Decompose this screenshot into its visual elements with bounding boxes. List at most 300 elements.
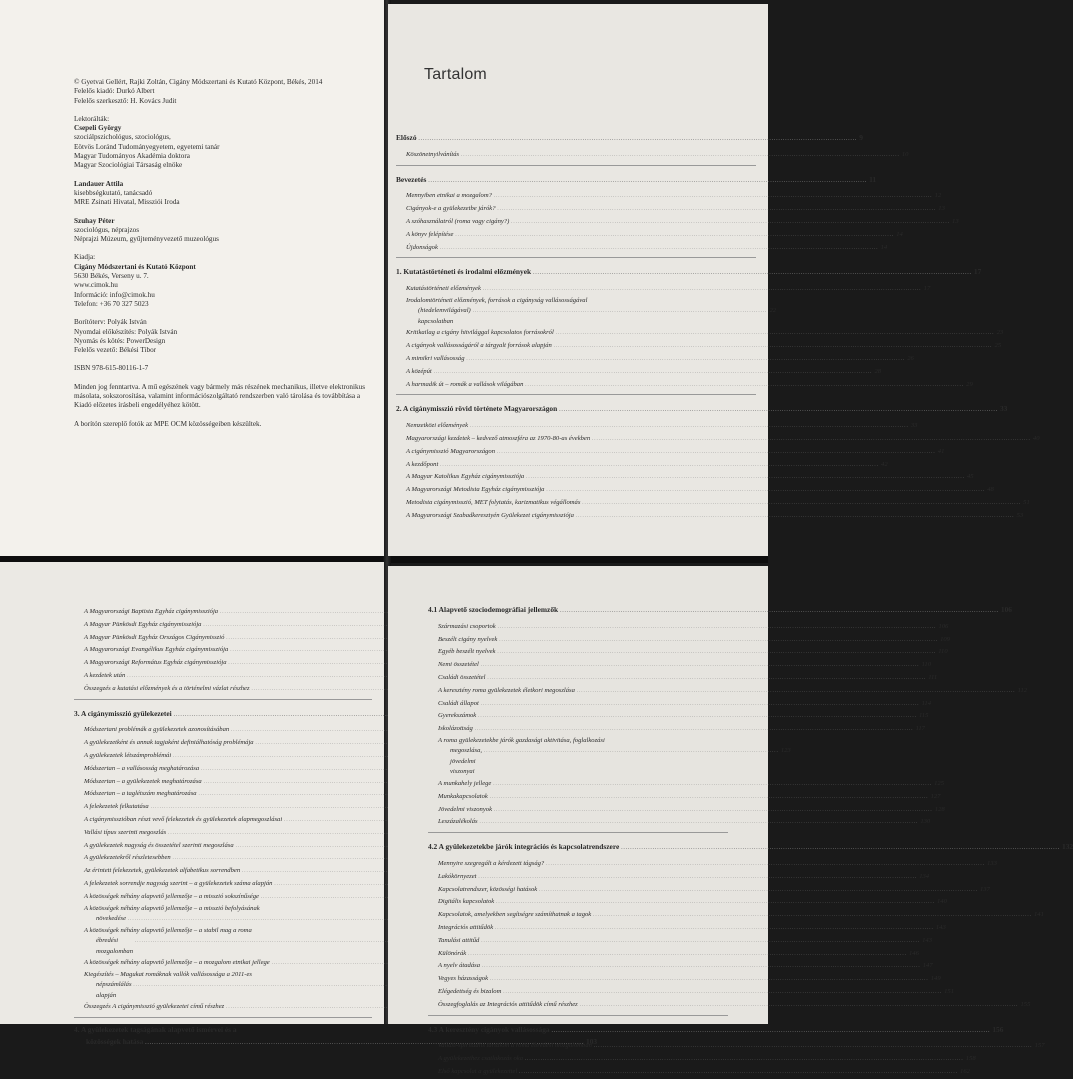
toc-entry-title: A szóhasználatról (roma vagy cigány?)	[406, 217, 510, 225]
toc-chapter-title: 4.3 A keresztény cigányok vallásossága	[428, 1024, 550, 1034]
toc-entry-title: A Magyarországi Metodista Egyház cigánymissziója	[406, 486, 545, 494]
toc-entry	[396, 353, 914, 366]
toc-page-number: 41	[937, 447, 945, 455]
toc-entry-title: A Magyar Pünkösdi Egyház cigánymissziója	[84, 620, 202, 628]
copyright-page	[0, 0, 384, 556]
toc-entry	[74, 670, 372, 683]
toc-leader	[428, 174, 867, 188]
toc-leader	[497, 446, 936, 459]
toc-page-number: 127	[930, 792, 941, 800]
publisher-name: Cigány Módszertani és Kutató Központ	[74, 262, 196, 271]
toc-leader	[467, 353, 906, 366]
production-line: Nyomdai előkészítés: Polyák István	[74, 327, 178, 336]
production-block	[74, 318, 374, 355]
toc-entry-title: Lakókörnyezet	[438, 872, 477, 880]
toc-entry	[396, 471, 974, 484]
toc-entry	[396, 327, 1004, 340]
toc-leader	[539, 884, 978, 897]
toc-entry	[74, 827, 372, 840]
toc-leader	[497, 646, 936, 659]
toc-entry-title: A gyülekezethez csatlakozás oka	[438, 1055, 524, 1063]
credit-line: © Gyetvai Gellért, Rajki Zoltán, Cigány Módszertani és Kutató Központ, Békés, 2014	[74, 78, 323, 86]
toc-page-number: 128	[934, 805, 945, 813]
toc-entry-continuation	[438, 746, 791, 778]
toc-divider	[74, 699, 372, 700]
toc-entry-continuation	[406, 306, 777, 327]
toc-page-number: 13	[938, 205, 945, 213]
toc-entry	[396, 379, 973, 392]
toc-entry-title: A cigányok vallásosságáról a tárgyalt források alapján	[406, 342, 552, 350]
reviewer-name: Csepeli György	[74, 124, 122, 133]
credits-block	[74, 78, 374, 106]
toc-entry-title: A Magyar Katolikus Egyház cigánymissziója	[406, 473, 525, 481]
toc-page-number: 143	[935, 923, 946, 931]
toc-entry	[428, 634, 950, 647]
toc-entry	[74, 657, 372, 670]
toc-entry-title: A felekezetek felkutatása	[84, 803, 149, 811]
toc-leader	[503, 986, 942, 999]
toc-page-number: 162	[960, 1067, 970, 1075]
toc-page-number: 106	[938, 622, 949, 630]
publisher-block	[74, 253, 374, 309]
toc-divider	[396, 165, 756, 166]
toc-page-number: 141	[1033, 911, 1044, 919]
toc-entry-title: Vegyes házasságok	[438, 975, 488, 983]
toc-entry-title-cont: megoszlása, jövedelmi viszonyai	[450, 747, 483, 776]
toc-page-number: 157	[1034, 1042, 1045, 1050]
toc-entry-title: A roma gyülekezetekbe járók gazdasági aktivitása, foglalkozási	[438, 736, 605, 744]
reviewer-block	[74, 217, 374, 245]
toc-leader	[594, 1040, 1033, 1053]
toc-leader	[490, 973, 929, 986]
toc-leader	[493, 778, 932, 791]
toc-entry	[74, 957, 372, 970]
reviewer-block	[74, 124, 374, 170]
toc-leader	[533, 266, 972, 280]
toc-entry-title-cont: (hiedelemvilágával) kapcsolatban	[418, 307, 471, 325]
toc-entry-title: A nyelv átadása	[438, 962, 480, 970]
publisher-detail: Telefon: +36 70 327 5023	[74, 299, 149, 308]
toc-entry	[428, 621, 949, 634]
toc-page-1	[388, 4, 1040, 556]
toc-chapter-title: 2. A cigánymisszió rövid története Magyarországon	[396, 404, 558, 414]
toc-page-number: 9	[859, 133, 863, 142]
toc-page-number: 22	[769, 307, 777, 315]
toc-entry	[428, 960, 933, 973]
toc-entry-title: Magyarországi kezdetek – kedvező atmoszféra az 1970-80-as években	[406, 435, 591, 443]
toc-entry-title: A könyv felépítése	[406, 230, 454, 238]
toc-leader	[556, 327, 995, 340]
toc-page-number: 109	[940, 635, 950, 643]
toc-chapter-heading	[74, 708, 372, 722]
toc-leader	[495, 922, 934, 935]
toc-entry	[428, 973, 941, 986]
toc-entry-title: Összegzés a kutatási előzmények és a történelmi vázlat részhez	[84, 684, 250, 692]
toc-entry-title: Köszönetnyilvánítás	[406, 150, 460, 158]
toc-entry-title: Különórák	[438, 949, 467, 957]
toc-page-number: 25	[994, 342, 1002, 350]
toc-entry-title: A közösségek néhány alapvető jellemzője – a misszió befolyásának	[84, 904, 260, 912]
toc-chapter-heading	[428, 604, 1012, 618]
toc-entry-title: Mennyiben etnikai a mozgalom?	[406, 192, 492, 200]
toc-entry	[74, 852, 372, 865]
reviewers-label-block	[74, 115, 374, 124]
toc-leader	[525, 1053, 964, 1066]
toc-entry	[396, 366, 882, 379]
photo-credit: A borítón szereplő fotók az MPE OCM közösségeiben készültek.	[74, 419, 262, 428]
copyright-block	[74, 78, 374, 438]
toc-leader	[484, 746, 779, 758]
toc-entry	[428, 685, 1028, 698]
toc-entry	[428, 646, 948, 659]
toc-entry-title: Családi összetétel	[438, 673, 486, 681]
toc-entry	[428, 999, 1031, 1012]
toc-entry-title: A Magyarországi Szabadkeresztyén Gyülekezet cigánymissziója	[406, 511, 574, 519]
toc-leader	[577, 685, 1016, 698]
toc-leader	[546, 858, 985, 871]
toc-chapter-title: 4.2 A gyülekezetekbe járók integrációs és kapcsolatrendszere	[428, 842, 620, 852]
toc-entry-title: A mimikri vallásosság	[406, 355, 465, 363]
toc-entry	[396, 242, 888, 255]
toc-leader	[499, 634, 938, 647]
toc-leader	[494, 804, 933, 817]
toc-page-number: 111	[928, 673, 938, 681]
toc-entry-title: Összegfoglalás az Integrációs attitűdök című részhez	[438, 1000, 578, 1008]
isbn-block	[74, 364, 374, 373]
toc-page-number: 156	[992, 1024, 1004, 1034]
toc-entry	[428, 1066, 970, 1079]
toc-leader	[554, 340, 993, 353]
toc-entry-title: A gyülekezetként és annak tagjaként definiálhatóság problémája	[84, 739, 254, 747]
toc-page-number: 149	[930, 975, 941, 983]
toc-entry	[428, 698, 932, 711]
toc-divider	[428, 832, 728, 833]
toc-page-number: 14	[896, 230, 903, 238]
toc-leader	[434, 366, 873, 379]
toc-entry-title: Beszélt cigány nyelvek	[438, 635, 498, 643]
toc-entry-title: Iskolázottság	[438, 725, 473, 733]
toc-entry	[396, 340, 1002, 353]
production-line: Felelős vezető: Békési Tibor	[74, 346, 157, 355]
publisher-detail: 5630 Békés, Verseny u. 7.	[74, 272, 149, 281]
toc-entry-title: Elégedettség és bizalom	[438, 987, 502, 995]
toc-leader	[487, 672, 926, 685]
toc-leader	[478, 871, 917, 884]
production-line: Nyomás és kötés: PowerDesign	[74, 336, 166, 345]
toc-leader	[440, 242, 879, 255]
reviewer-detail: Magyar Tudományos Akadémia doktora	[74, 152, 190, 161]
toc-leader	[494, 190, 933, 203]
toc-leader	[478, 710, 917, 723]
toc-page-number: 40	[1032, 435, 1040, 443]
toc-leader	[582, 497, 1021, 510]
toc-entry-title: A cigánymisszióban részt vevő felekezetek és gyülekezetek alapmegoszlásai	[84, 815, 283, 823]
toc-leader	[519, 1066, 958, 1079]
toc-page-number: 158	[965, 1055, 976, 1063]
toc-entry	[396, 296, 777, 328]
toc-entry	[74, 878, 372, 891]
toc-leader	[468, 948, 907, 961]
toc-chapter-heading	[396, 403, 1008, 417]
reviewer-detail: Néprajzi Múzeum, gyűjteményvezető muzeológus	[74, 235, 219, 244]
toc-entry	[396, 497, 1030, 510]
toc-entry	[74, 724, 372, 737]
reviewer-detail: Eötvös Loránd Tudományegyetem, egyetemi tanár	[74, 142, 220, 151]
toc-page-number: 12	[934, 192, 942, 200]
toc-page-number: 42	[881, 460, 888, 468]
toc-entry-title: Vallási típus szerinti megoszlás	[84, 828, 167, 836]
toc-entry-title: A gyülekezetekről részletesebben	[84, 854, 171, 862]
toc-entry	[74, 737, 372, 750]
toc-leader	[580, 999, 1019, 1012]
toc-entry	[396, 216, 959, 229]
toc-entry	[396, 190, 942, 203]
reviewer-detail: MRE Zsinati Hivatal, Missziói Iroda	[74, 198, 180, 207]
toc-leader	[560, 604, 999, 618]
toc-chapter-title: Bevezetés	[396, 174, 427, 184]
toc-leader	[498, 621, 937, 634]
toc-entry	[74, 891, 372, 904]
toc-leader	[526, 471, 965, 484]
toc-entry-title: Módszertan – a gyülekezetek meghatározása	[84, 777, 202, 785]
toc-page-number: 106	[1000, 605, 1012, 614]
toc-entry	[428, 804, 945, 817]
reviewer-detail: kisebbségkutató, tanácsadó	[74, 188, 153, 197]
toc-entry	[428, 922, 946, 935]
toc-entry	[428, 1040, 1045, 1053]
reviewer-detail: szociálpszichológus, szociológus,	[74, 133, 171, 142]
toc-leader	[490, 791, 929, 804]
toc-chapter-title: Előszó	[396, 133, 417, 142]
toc-entry-title: Kritikailag a cigány hitvilággal kapcsolatos forrásokról	[406, 329, 554, 337]
toc-entry-title: A közösségek néhány alapvető jellemzője – a mozgalom etnikai jellege	[84, 959, 270, 967]
toc-entry-title: Metodista cigánymisszió, MET folytatás, karizmatikus végállomás	[406, 499, 581, 507]
toc-entry-continuation	[84, 936, 372, 957]
toc-entry	[428, 778, 944, 791]
toc-chapter-heading	[428, 841, 1073, 855]
toc-entry	[396, 446, 945, 459]
toc-chapter-title: 3. A cigánymisszió gyülekezetei	[74, 708, 172, 718]
toc-leader	[576, 510, 1015, 523]
toc-list-bottom-right	[428, 596, 1073, 1079]
toc-page-number: 14	[880, 243, 888, 251]
toc-leader	[481, 698, 920, 711]
toc-page-number: 125	[934, 779, 944, 787]
toc-entry-title: A gyülekezetek létszámproblémái	[84, 751, 172, 759]
toc-entry	[74, 644, 372, 657]
toc-chapter-title: 4.1 Alapvető szociodemográfiai jellemzők	[428, 605, 559, 614]
toc-entry	[74, 788, 372, 801]
toc-chapter-heading	[396, 174, 877, 188]
toc-page-number: 147	[922, 962, 933, 970]
toc-page-number: 146	[908, 949, 919, 957]
production-line: Borítóterv: Polyák István	[74, 318, 147, 327]
toc-entry-title: A munkahely jellege	[438, 779, 492, 787]
toc-entry-title-cont: ébredési mozgalomban	[96, 937, 133, 955]
toc-chapter-title-cont: közösségek hatása	[86, 1036, 144, 1046]
toc-entry-title: A cigánymisszió Magyarországon	[406, 447, 496, 455]
toc-entry-title: Kapcsolatok, amelyekben segítségre számíthatnak a tagok	[438, 911, 592, 919]
toc-leader	[128, 914, 423, 926]
toc-entry	[428, 948, 919, 961]
toc-entry-title: Jövedelmi viszonyok	[438, 805, 493, 813]
toc-entry	[428, 791, 941, 804]
toc-entry-title: Kiegészítés – Magukat romáknak vallók vallásossága a 2011-es	[84, 970, 252, 978]
reviewer-detail: szociológus, néprajzos	[74, 225, 140, 234]
toc-chapter-title: 1. Kutatástörténeti és irodalmi előzmények	[396, 267, 532, 277]
toc-entry-title: Mennyire szegregált a kérdezett tágság?	[438, 859, 545, 867]
toc-entry-title: Nemi összetétel	[438, 661, 479, 669]
toc-page-number: 151	[944, 987, 954, 995]
toc-entry	[74, 776, 372, 789]
toc-entry	[74, 683, 372, 696]
toc-page-number: 137	[979, 885, 990, 893]
toc-page-number: 10	[901, 150, 909, 158]
toc-page-number: 110	[938, 648, 948, 656]
toc-entry-title: Munkakapcsolatok	[438, 792, 488, 800]
toc-entry	[428, 896, 947, 909]
toc-entry	[74, 606, 372, 619]
toc-leader	[475, 723, 914, 736]
toc-chapter-heading	[396, 266, 982, 280]
toc-entry-title: Gyerekszámok	[438, 712, 477, 720]
toc-page-number: 33	[910, 422, 918, 430]
toc-leader	[134, 980, 429, 992]
toc-entry	[428, 884, 990, 897]
toc-entry-title: A középút	[406, 367, 432, 375]
toc-entry-title: Származási csoportok	[438, 622, 496, 630]
toc-entry	[428, 710, 929, 723]
toc-page-number: 140	[936, 898, 947, 906]
toc-chapter-heading	[428, 1024, 1004, 1038]
toc-entry-title: Tanulási attitűd	[438, 936, 480, 944]
toc-leader	[592, 433, 1031, 446]
toc-page-number: 114	[921, 699, 932, 707]
toc-entry	[74, 865, 372, 878]
toc-divider	[396, 257, 756, 258]
toc-entry	[74, 970, 372, 1002]
credit-line: Felelős szerkesztő: H. Kovács Judit	[74, 96, 177, 105]
toc-entry	[428, 1053, 976, 1066]
toc-page-number: 11	[869, 174, 877, 184]
toc-leader	[621, 841, 1060, 855]
toc-entry-continuation	[84, 914, 372, 926]
toc-leader	[483, 283, 922, 296]
toc-title: Tartalom	[424, 66, 487, 83]
toc-leader	[498, 203, 937, 216]
toc-entry-title: A Magyarországi Evangélikus Egyház cigánymissziója	[84, 646, 229, 654]
toc-entry-title: Újdonságok	[406, 243, 438, 251]
toc-page-number: 132	[1062, 842, 1073, 852]
toc-entry-title: Első kapcsolat a gyülekezettel	[438, 1067, 518, 1075]
toc-page-number: 130	[920, 818, 931, 826]
toc-divider	[396, 394, 756, 395]
toc-page-number: 48	[987, 486, 994, 494]
toc-entry	[428, 816, 931, 829]
toc-page-number: 29	[966, 380, 973, 388]
toc-entry	[428, 858, 997, 871]
toc-entry-title: Vallási-spirituális tartalom a roma ébredési mozgalomban	[438, 1042, 592, 1050]
toc-entry	[428, 723, 925, 736]
toc-entry	[74, 750, 372, 763]
toc-entry	[74, 619, 372, 632]
toc-entry-title: Összegzés A cigánymisszió gyülekezetei című részhez	[84, 1003, 225, 1011]
toc-entry-title: Cigányok-e a gyülekezetbe járók?	[406, 205, 496, 213]
toc-page-number: 117	[915, 725, 925, 733]
toc-entry	[396, 283, 931, 296]
toc-entry-title: A kezdetek után	[84, 671, 126, 679]
toc-entry-title: A keresztény roma gyülekezetek életkori megoszlása	[438, 686, 575, 694]
toc-leader	[135, 936, 430, 948]
toc-leader	[480, 816, 919, 829]
toc-page-number: 17	[923, 285, 931, 293]
toc-leader	[455, 229, 894, 242]
toc-entry-title: Nemzetközi előzmények	[406, 422, 469, 430]
toc-entry-title: Digitális kapcsolatok	[438, 898, 495, 906]
toc-entry	[74, 840, 372, 853]
toc-page-number: 110	[921, 661, 931, 669]
toc-divider	[74, 1017, 372, 1018]
toc-page-number: 155	[1020, 1000, 1031, 1008]
toc-leader	[419, 132, 858, 146]
toc-page-number: 143	[922, 936, 932, 944]
toc-leader	[496, 896, 935, 909]
toc-entry-title: Módszertan – a taglétszám meghatározása	[84, 790, 197, 798]
toc-entry	[74, 763, 372, 776]
toc-entry	[396, 149, 909, 162]
reviewer-block	[74, 180, 374, 208]
toc-entry-title: Kapcsolatrendszer, közösségi hatások	[438, 885, 538, 893]
toc-page-number: 28	[874, 367, 882, 375]
toc-page-number: 133	[986, 859, 997, 867]
toc-leader	[593, 909, 1032, 922]
toc-leader	[511, 216, 950, 229]
toc-entry	[428, 986, 954, 999]
toc-page-number: 13	[952, 217, 959, 225]
reviewer-name: Landauer Attila	[74, 179, 124, 188]
toc-entry-title: Integrációs attitűdök	[438, 923, 494, 931]
toc-list-right	[396, 124, 1040, 523]
toc-entry-title: A Magyarországi Református Egyház cigánymissziója	[84, 659, 227, 667]
toc-page-number: 123	[780, 747, 791, 755]
toc-chapter-title: 4. A gyülekezetek tagságának alapvető ismérvei és a	[74, 1025, 237, 1035]
toc-entry	[74, 904, 372, 926]
toc-leader	[552, 1024, 991, 1038]
toc-chapter-heading	[396, 132, 863, 146]
toc-page-number: 51	[1023, 499, 1030, 507]
toc-entry-title-cont: népszámlálás alapján	[96, 981, 132, 999]
toc-entry	[428, 659, 931, 672]
toc-entry-title: A közösségek néhány alapvető jellemzője – a misszió sokszínűsége	[84, 892, 259, 900]
toc-entry	[396, 510, 1024, 523]
toc-leader	[481, 935, 920, 948]
reviewers-label: Lektorálták:	[74, 114, 110, 123]
toc-entry-title: A Magyar Pünkösdi Egyház Országos Cigánymisszió	[84, 633, 225, 641]
toc-entry-title: A felekezetek sorrendje nagyság szerint – a gyülekezetek száma alapján	[84, 879, 273, 887]
toc-page-number: 134	[919, 872, 930, 880]
toc-entry-title: A harmadik út – romák a vallások világában	[406, 380, 524, 388]
toc-entry	[396, 420, 918, 433]
toc-entry	[396, 459, 888, 472]
toc-leader	[440, 459, 879, 472]
toc-entry-title: Leszázalékolás	[438, 818, 478, 826]
toc-entry	[74, 926, 372, 958]
toc-entry-title: Módszertan – a vallásosság meghatározása	[84, 764, 200, 772]
toc-leader	[525, 379, 964, 392]
toc-entry	[74, 801, 372, 814]
toc-page-number: 53	[1016, 511, 1024, 519]
toc-entry	[428, 871, 930, 884]
